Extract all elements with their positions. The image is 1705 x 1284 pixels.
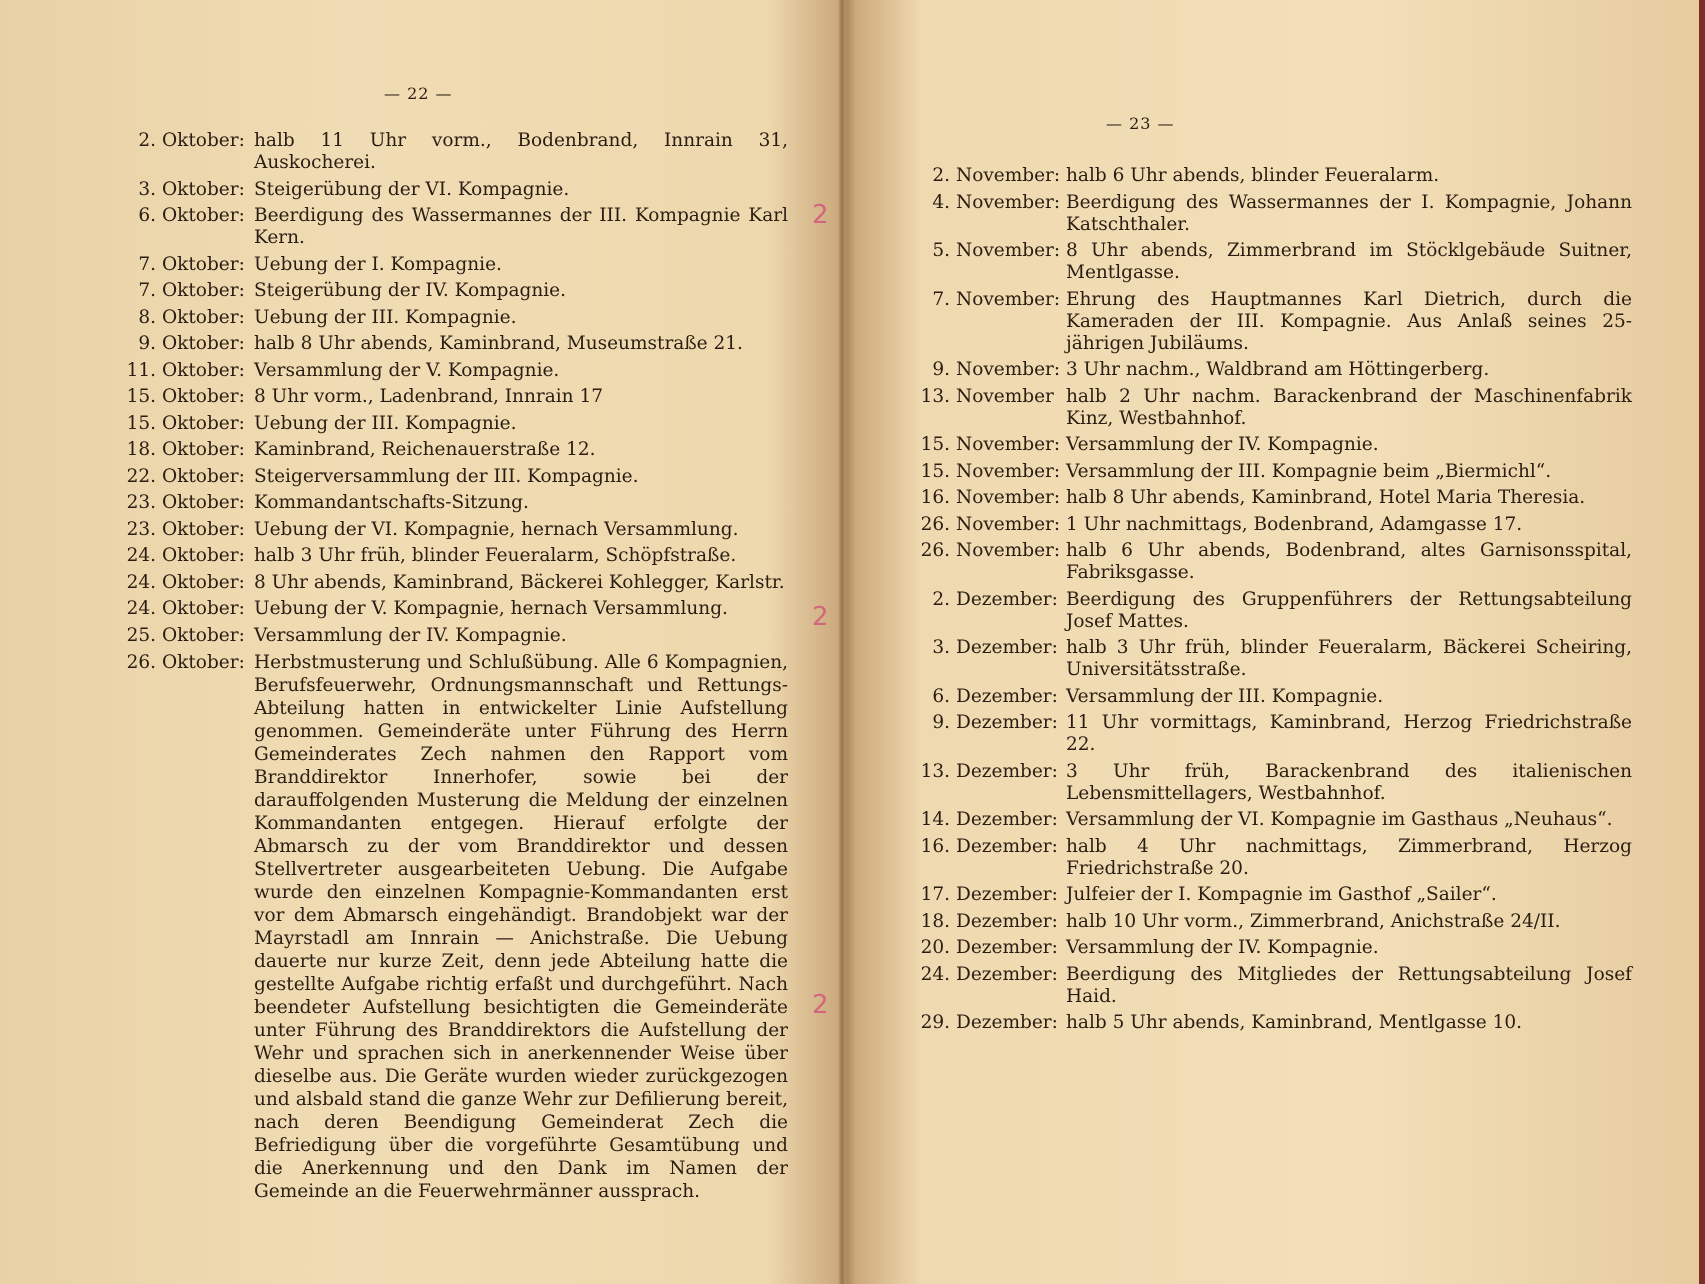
entry-month: Dezember:: [956, 588, 1058, 610]
entry-text: Versammlung der V. Kompagnie.: [254, 359, 560, 381]
entry-day: 2.: [138, 130, 156, 151]
entry-month: November:: [956, 288, 1061, 310]
entry-day: 6.: [932, 685, 950, 707]
entry-month: November:: [956, 513, 1061, 535]
entry-text: 8 Uhr abends, Zimmerbrand im Stöcklgebäude Suitner, Mentlgasse.: [1066, 240, 1632, 283]
entry-month: Oktober:: [162, 205, 245, 226]
entry-day: 24.: [920, 963, 950, 985]
entry-text: 1 Uhr nachmittags, Bodenbrand, Adamgasse 17.: [1066, 513, 1523, 535]
entry-month: Oktober:: [162, 412, 245, 434]
entry-day: 2.: [932, 165, 950, 186]
chronicle-entry: [118, 254, 788, 276]
entry-day: 24.: [126, 545, 156, 566]
entry-text: halb 5 Uhr abends, Kaminbrand, Mentlgasse 10.: [1066, 1012, 1523, 1033]
entry-month: November: [956, 385, 1054, 407]
entry-day: 16.: [920, 835, 950, 857]
entry-month: November:: [956, 540, 1061, 561]
chronicle-entry: [118, 333, 788, 355]
entry-text: Steigerübung der VI. Kompagnie.: [254, 178, 570, 200]
entry-day: 2.: [932, 588, 950, 610]
pencil-margin-mark: 2: [812, 200, 829, 230]
chronicle-entry: [118, 439, 788, 461]
entry-month: November:: [956, 434, 1061, 455]
chronicle-entry: [118, 466, 788, 488]
entry-month: Oktober:: [162, 624, 245, 646]
right-page: [812, 0, 1699, 1284]
entry-month: Dezember:: [956, 712, 1058, 733]
entry-month: Dezember:: [956, 937, 1058, 958]
entry-text: Julfeier der I. Kompagnie im Gasthof „Sailer“.: [1066, 884, 1497, 905]
entry-text: halb 10 Uhr vorm., Zimmerbrand, Anichstraße 24/II.: [1066, 910, 1561, 932]
entry-month: Oktober:: [162, 359, 245, 381]
entry-day: 18.: [920, 910, 950, 932]
entry-day: 3.: [138, 178, 156, 200]
entry-text: Beerdigung des Mitgliedes der Rettungsabteilung Josef Haid.: [1066, 963, 1632, 1007]
left-page: [0, 0, 838, 1284]
entry-day: 18.: [126, 439, 156, 460]
chronicle-entry: [912, 540, 1632, 584]
entry-month: November:: [956, 165, 1061, 186]
chronicle-entry: [912, 761, 1632, 805]
entry-day: 11.: [126, 359, 156, 381]
entry-day: 24.: [126, 598, 156, 619]
entry-text: 3 Uhr früh, Barackenbrand des italienischen Lebensmittellagers, Westbahnhof.: [1066, 760, 1632, 804]
entry-month: Oktober:: [162, 333, 245, 354]
entry-month: Dezember:: [956, 910, 1058, 932]
entry-text: Kaminbrand, Reichenauerstraße 12.: [254, 439, 596, 460]
entry-month: Dezember:: [956, 1012, 1058, 1033]
entry-day: 7.: [138, 280, 156, 301]
entry-text: halb 6 Uhr abends, Bodenbrand, altes Garnisonsspital, Fabriksgasse.: [1066, 540, 1632, 583]
entry-day: 13.: [920, 760, 950, 782]
page-number-23: — 23 —: [1106, 114, 1175, 133]
entry-day: 4.: [932, 191, 950, 213]
chronicle-entry: [118, 519, 788, 541]
entry-text: Beerdigung des Wassermannes der III. Kompagnie Karl Kern.: [254, 205, 788, 248]
entry-day: 26.: [126, 652, 156, 673]
chronicle-entry: [912, 637, 1632, 681]
chronicle-entry: [118, 130, 788, 174]
chronicle-entry: [912, 1012, 1632, 1034]
pencil-margin-mark: 2: [812, 602, 829, 632]
entry-text: Herbstmusterung und Schlußübung. Alle 6 Kompagnien, Berufsfeuerwehr, Ordnungsmannschaft und Rettungs-Abteilung hatten in entwickelter Linie Aufstellung genommen. Gemeinderäte unter Führung des Herrn Gemeinderates Zech nahmen den Rapport vom Branddirektor Innerhofer, sowie bei der darauffolgenden Musterung die Meldung der einzelnen Kommandanten entgegen. Hierauf erfolgte der Abmarsch zu der vom Branddirektor und dessen Stellvertreter ausgearbeiteten Uebung. Die Aufgabe wurde den einzelnen Kompagnie-Kommandanten erst vor dem Abmarsch eingehändigt. Brandobjekt war der Mayrstadl am Innrain — Anichstraße. Die Uebung dauerte nur kurze Zeit, denn jede Abteilung hatte die gestellte Aufgabe richtig erfaßt und durchgeführt. Nach beendeter Aufstellung besichtigten die Gemeinderäte unter Führung des Branddirektors die Aufstellung der Wehr und sprachen sich in anerkennender Weise über dieselbe aus. Die Geräte wurden wieder zurückgezogen und alsbald stand die ganze Wehr zur Defilierung bereit, nach deren Beendigung Gemeinderat Zech die Befriedigung über die vorgeführte Gesamtübung und die Anerkennung und den Dank im Namen der Gemeinde an die Feuerwehrmänner aussprach.: [254, 652, 788, 1202]
entry-month: Oktober:: [162, 652, 245, 673]
chronicle-entry: [912, 836, 1632, 880]
chronicle-entry: [912, 359, 1632, 381]
entry-day: 5.: [932, 240, 950, 261]
entry-text: halb 8 Uhr abends, Kaminbrand, Hotel Maria Theresia.: [1066, 487, 1586, 508]
right-entry-list: [912, 165, 1632, 1039]
chronicle-entry: [912, 937, 1632, 959]
entry-day: 8.: [138, 306, 156, 328]
entry-day: 29.: [920, 1012, 950, 1033]
entry-text: halb 4 Uhr nachmittags, Zimmerbrand, Herzog Friedrichstraße 20.: [1066, 835, 1632, 879]
entry-month: November:: [956, 487, 1061, 508]
chronicle-entry: [912, 809, 1632, 831]
entry-day: 7.: [138, 253, 156, 275]
entry-text: halb 6 Uhr abends, blinder Feueralarm.: [1066, 165, 1440, 186]
entry-day: 6.: [138, 205, 156, 226]
chronicle-entry: [118, 205, 788, 249]
entry-text: Versammlung der IV. Kompagnie.: [1066, 434, 1379, 455]
entry-month: November:: [956, 460, 1061, 482]
entry-text: Uebung der VI. Kompagnie, hernach Versammlung.: [254, 518, 739, 540]
chronicle-entry: [912, 964, 1632, 1008]
chronicle-entry: [912, 686, 1632, 708]
entry-month: Oktober:: [162, 130, 245, 151]
entry-month: Oktober:: [162, 280, 245, 301]
entry-text: Versammlung der IV. Kompagnie.: [1066, 937, 1379, 958]
entry-day: 15.: [126, 386, 156, 407]
entry-text: Kommandantschafts-Sitzung.: [254, 492, 529, 513]
chronicle-entry: [118, 360, 788, 382]
chronicle-entry: [912, 461, 1632, 483]
entry-day: 26.: [920, 513, 950, 535]
chronicle-entry: [118, 651, 788, 1203]
entry-text: halb 3 Uhr früh, blinder Feueralarm, Bäckerei Scheiring, Universitätsstraße.: [1066, 637, 1632, 680]
chronicle-entry: [118, 492, 788, 514]
entry-day: 17.: [920, 884, 950, 905]
chronicle-entry: [912, 240, 1632, 284]
entry-text: 11 Uhr vormittags, Kaminbrand, Herzog Friedrichstraße 22.: [1066, 712, 1632, 755]
chronicle-entry: [118, 572, 788, 594]
entry-day: 13.: [920, 385, 950, 407]
entry-day: 23.: [126, 492, 156, 513]
entry-day: 9.: [932, 712, 950, 733]
pencil-margin-mark: 2: [812, 990, 829, 1020]
chronicle-entry: [912, 589, 1632, 633]
book-spine: [838, 0, 846, 1284]
entry-day: 15.: [920, 460, 950, 482]
entry-month: Oktober:: [162, 178, 245, 200]
chronicle-entry: [912, 192, 1632, 236]
entry-text: Uebung der I. Kompagnie.: [254, 253, 502, 275]
entry-month: Oktober:: [162, 545, 245, 566]
entry-day: 7.: [932, 288, 950, 310]
entry-text: halb 8 Uhr abends, Kaminbrand, Museumstraße 21.: [254, 333, 743, 354]
chronicle-entry: [118, 598, 788, 620]
entry-month: Dezember:: [956, 760, 1058, 782]
entry-text: Uebung der III. Kompagnie.: [254, 412, 517, 434]
chronicle-entry: [118, 179, 788, 201]
entry-day: 16.: [920, 487, 950, 508]
entry-text: 3 Uhr nachm., Waldbrand am Höttingerberg.: [1066, 359, 1490, 380]
entry-month: Dezember:: [956, 685, 1058, 707]
left-entry-list: [118, 130, 788, 1208]
entry-text: 8 Uhr vorm., Ladenbrand, Innrain 17: [254, 386, 604, 407]
entry-month: Oktober:: [162, 518, 245, 540]
entry-day: 24.: [126, 571, 156, 593]
chronicle-entry: [118, 386, 788, 408]
entry-day: 9.: [932, 359, 950, 380]
entry-month: Dezember:: [956, 835, 1058, 857]
entry-day: 23.: [126, 518, 156, 540]
chronicle-entry: [912, 514, 1632, 536]
chronicle-entry: [118, 307, 788, 329]
entry-month: November:: [956, 359, 1061, 380]
entry-text: halb 11 Uhr vorm., Bodenbrand, Innrain 31, Auskocherei.: [254, 130, 788, 173]
cover-edge: [1699, 0, 1705, 1284]
entry-text: Versammlung der VI. Kompagnie im Gasthaus „Neuhaus“.: [1066, 809, 1613, 830]
entry-month: Dezember:: [956, 963, 1058, 985]
chronicle-entry: [118, 280, 788, 302]
chronicle-entry: [912, 911, 1632, 933]
entry-month: Dezember:: [956, 884, 1058, 905]
entry-month: Oktober:: [162, 386, 245, 407]
entry-day: 15.: [126, 412, 156, 434]
entry-day: 25.: [126, 624, 156, 646]
entry-month: Oktober:: [162, 598, 245, 619]
chronicle-entry: [118, 545, 788, 567]
chronicle-entry: [912, 434, 1632, 456]
entry-text: Uebung der III. Kompagnie.: [254, 306, 517, 328]
chronicle-entry: [912, 884, 1632, 906]
entry-day: 22.: [126, 465, 156, 487]
chronicle-entry: [912, 487, 1632, 509]
entry-text: halb 2 Uhr nachm. Barackenbrand der Maschinenfabrik Kinz, Westbahnhof.: [1066, 385, 1632, 429]
entry-text: Steigerübung der IV. Kompagnie.: [254, 280, 567, 301]
page-number-22: — 22 —: [384, 84, 453, 103]
entry-month: Dezember:: [956, 637, 1058, 658]
chronicle-entry: [118, 625, 788, 647]
entry-month: Dezember:: [956, 809, 1058, 830]
entry-day: 9.: [138, 333, 156, 354]
entry-month: Oktober:: [162, 253, 245, 275]
chronicle-entry: [912, 289, 1632, 355]
entry-month: Oktober:: [162, 439, 245, 460]
entry-day: 15.: [920, 434, 950, 455]
entry-day: 20.: [920, 937, 950, 958]
entry-text: Versammlung der III. Kompagnie beim „Biermichl“.: [1066, 460, 1552, 482]
entry-text: Ehrung des Hauptmannes Karl Dietrich, durch die Kameraden der III. Kompagnie. Aus Anlaß seines 25-jährigen Jubiläums.: [1066, 288, 1632, 354]
chronicle-entry: [912, 386, 1632, 430]
entry-month: Oktober:: [162, 306, 245, 328]
entry-month: Oktober:: [162, 571, 245, 593]
entry-text: 8 Uhr abends, Kaminbrand, Bäckerei Kohlegger, Karlstr.: [254, 571, 785, 593]
entry-day: 26.: [920, 540, 950, 561]
entry-text: Versammlung der IV. Kompagnie.: [254, 624, 567, 646]
entry-text: Versammlung der III. Kompagnie.: [1066, 685, 1384, 707]
entry-month: Oktober:: [162, 465, 245, 487]
entry-month: November:: [956, 240, 1061, 261]
entry-text: halb 3 Uhr früh, blinder Feueralarm, Schöpfstraße.: [254, 545, 737, 566]
entry-text: Beerdigung des Wassermannes der I. Kompagnie, Johann Katschthaler.: [1066, 191, 1632, 235]
entry-day: 3.: [932, 637, 950, 658]
entry-text: Steigerversammlung der III. Kompagnie.: [254, 465, 639, 487]
entry-text: Beerdigung des Gruppenführers der Rettungsabteilung Josef Mattes.: [1066, 588, 1632, 632]
entry-day: 14.: [920, 809, 950, 830]
entry-month: Oktober:: [162, 492, 245, 513]
entry-month: November:: [956, 191, 1061, 213]
entry-text: Uebung der V. Kompagnie, hernach Versammlung.: [254, 598, 728, 619]
chronicle-entry: [118, 413, 788, 435]
chronicle-entry: [912, 712, 1632, 756]
chronicle-entry: [912, 165, 1632, 187]
